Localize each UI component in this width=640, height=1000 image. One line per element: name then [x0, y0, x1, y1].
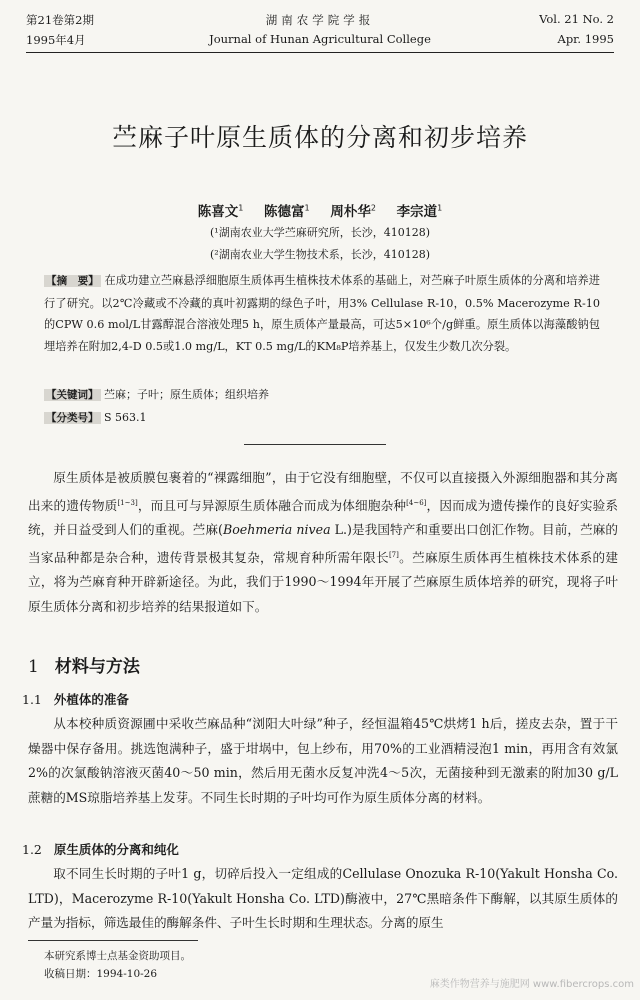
species-name: Boehmeria nivea	[222, 522, 331, 538]
classification	[44, 410, 600, 425]
author: 陈德富$^1$	[264, 203, 310, 220]
journal-name-en: Journal of Hunan Agricultural College	[209, 32, 431, 46]
author: 周朴华$^2$	[330, 203, 376, 220]
body-paragraph: 从本校种质资源圃中采收苎麻品种“浏阳大叶绿”种子，经恒温箱45℃烘烤1 h后，搓皮去杂，置于干燥器中保存备用。挑选饱满种子，盛于坩埚中，包上纱布，用70%的工业酒精浸泡1 min，再用含有效氯2%的次氯酸钠溶液灭菌40～50 min，然后用无菌水反复冲洗4～5次，无菌接种到无激素的附加30 g/L蔗糖的MS琼脂培养基上发芽。不同生长时期的子叶均可作为原生质体分离的材料。	[28, 716, 618, 805]
abstract	[44, 270, 600, 357]
body-paragraph: 取不同生长时期的子叶1 g，切碎后投入一定组成的Cellulase Onozuka R-10(Yakult Honsha Co. LTD)，Macerozyme R-10(Yakult Honsha Co. LTD)酶液中，27℃黑暗条件下酶解，以其原生质体的产量为指标，筛选最佳的酶解条件、子叶生长时期和生理状态。分离的原生	[28, 866, 618, 930]
footnote-received-date: 收稿日期：1994-10-26	[44, 968, 158, 980]
date-cn: 1995年4月	[26, 33, 86, 47]
classification-text: S 563.1	[104, 411, 147, 424]
abstract-label: 【摘 要】	[46, 275, 99, 287]
volume-issue-cn: 第21卷第2期	[26, 13, 94, 27]
affiliation-2: (²湖南农业大学生物技术系，长沙，410128)	[210, 248, 430, 261]
classification-label: 【分类号】	[46, 412, 99, 424]
keywords-text: 苎麻；子叶；原生质体；组织培养	[104, 388, 269, 401]
header-rule	[26, 52, 614, 53]
subsection-heading: 1.1 外植体的准备	[22, 692, 129, 707]
volume-issue-en: Vol. 21 No. 2	[539, 12, 614, 26]
keywords-label: 【关键词】	[46, 389, 99, 401]
keywords	[44, 386, 600, 402]
abstract-text: 在成功建立苎麻悬浮细胞原生质体再生植株技术体系的基础上，对苎麻子叶原生质体的分离和培养进行了研究。以2℃冷藏或不冷藏的真叶初露期的绿色子叶，用3% Cellulase R-10，0.5% Macerozyme R-10的CPW 0.6 mol/L甘露醇混合溶液处理5 h，原生质体产量最高，可达5×10⁶个/g鲜重。原生质体以海藻酸钠包埋培养在附加2,4-D 0.5或1.0 mg/L，KT 0.5 mg/L的KM₈P培养基上，仅发生少数几次分裂。	[44, 274, 600, 353]
watermark: 麻类作物营养与施肥网 www.fibercrops.com	[429, 979, 634, 990]
author-list	[0, 200, 640, 220]
author: 李宗道$^1$	[396, 203, 443, 220]
paper-title: 苎麻子叶原生质体的分离和初步培养	[111, 123, 528, 152]
journal-name-cn: 湖南农学院学报	[265, 13, 375, 27]
intro-paragraph: 原生质体是被质膜包裹着的“裸露细胞”，由于它没有细胞壁，不仅可以直接摄入外源细胞器和其分离出来的遗传物质[1~3]，而且可与异源原生质体融合而成为体细胞杂种[4~6]，因而成为遗传操作的良好实验系统，并日益受到人们的重视。苎麻(Boehmeria nivea L.)是我国特产和重要出口创汇作物。目前，苎麻的当家品种都是杂合种，遗传背景极其复杂，常规育种所需年限长[7]。苎麻原生质体再生植株技术体系的建立，将为苎麻育种开辟新途径。为此，我们于1990～1994年开展了苎麻原生质体培养的研究，现将子叶原生质体分离和初步培养的结果报道如下。	[28, 470, 619, 614]
footnote-funding: 本研究系博士点基金资助项目。	[44, 950, 191, 962]
section-heading: 1 材料与方法	[28, 657, 140, 677]
date-en: Apr. 1995	[557, 32, 614, 46]
running-header	[26, 10, 614, 52]
subsection-heading: 1.2 原生质体的分离和纯化	[22, 842, 179, 857]
section-divider	[244, 444, 386, 445]
affiliation-1: (¹湖南农业大学苎麻研究所，长沙，410128)	[210, 226, 430, 239]
author: 陈喜文$^1$	[197, 203, 244, 220]
footnote-rule	[28, 940, 198, 941]
